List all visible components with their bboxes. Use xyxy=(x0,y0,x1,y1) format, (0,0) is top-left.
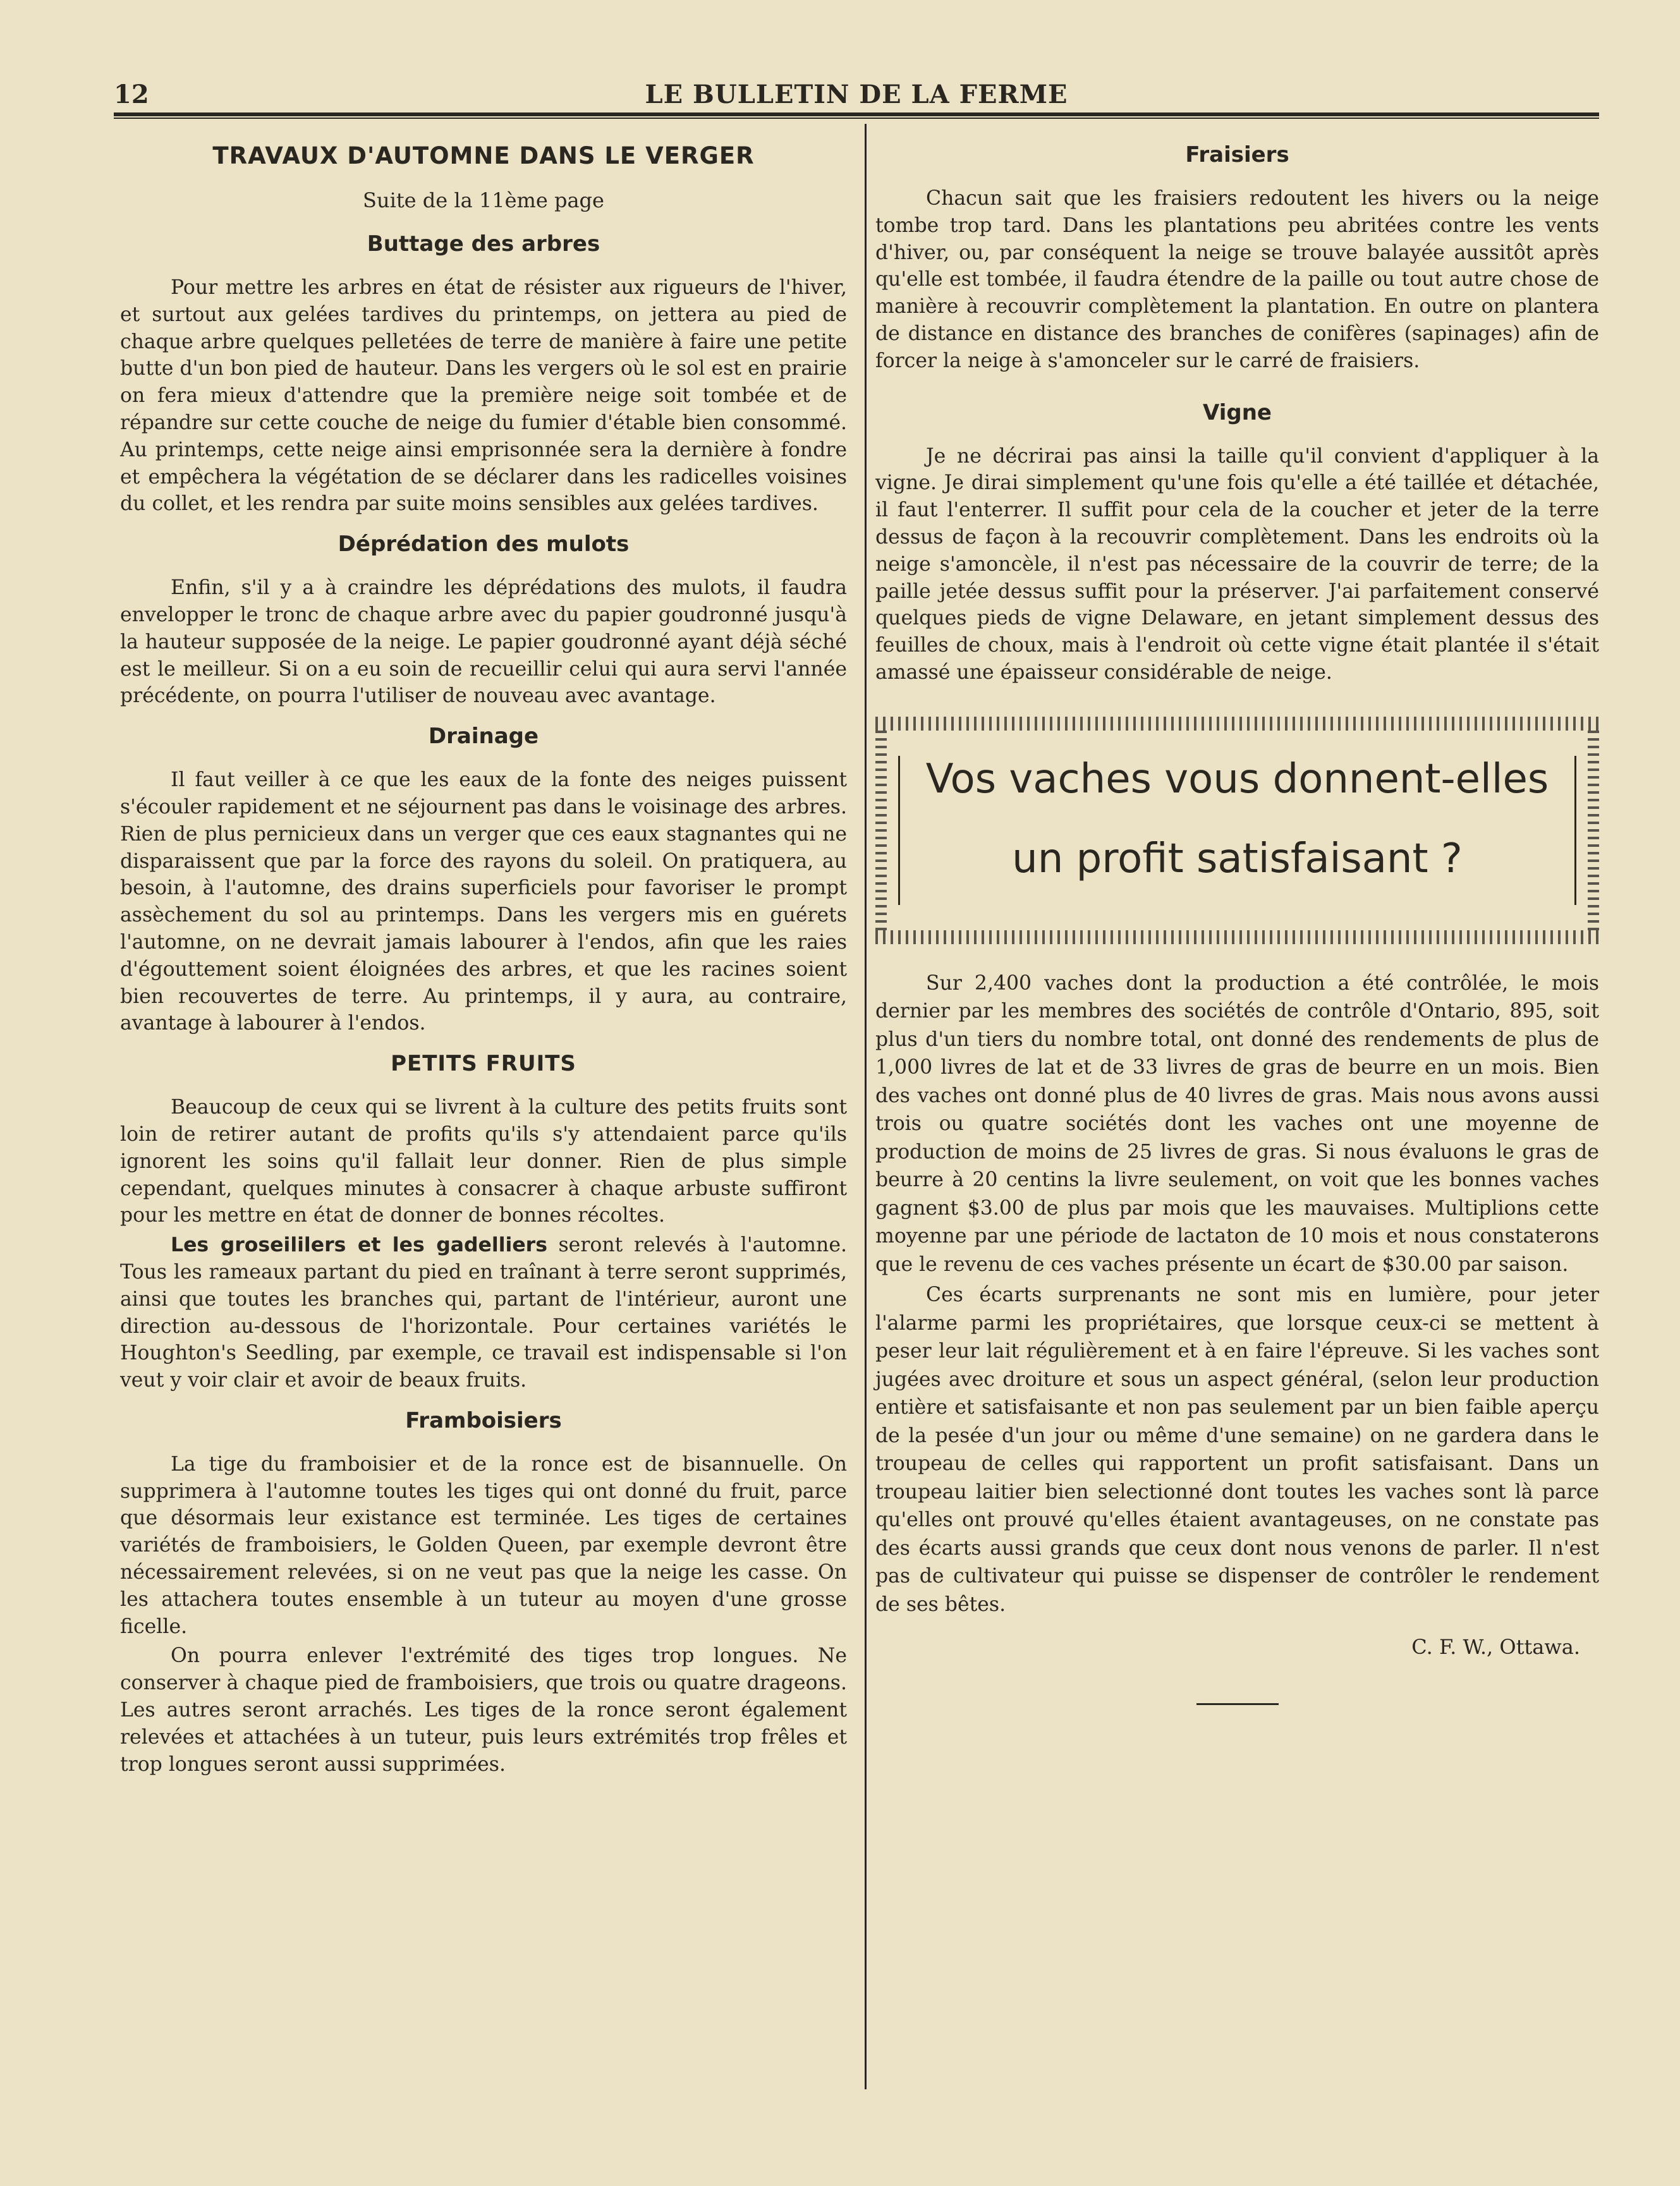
paragraph-vaches-1: Sur 2,400 vaches dont la production a été contrôlée, le mois dernier par les membres des sociétés de contrôle d'Ontario, 895, soit plus d'un tiers du nombre total, ont donné des rendements de plus de 1,000 livres de lat et de 33 livres de gras de beurre en un mois. Bien des vaches ont donné plus de 40 livres de gras. Mais nous avons aussi trois ou quatre sociétés dont les vaches ont une moyenne de production de moins de 25 livres de gras. Si nous évaluons le gras de beurre à 20 centins la livre seulement, on voit que les bonnes vaches gagnent $3.00 de plus par mois que les mauvaises. Multiplions cette moyenne par une période de lactaton de 10 mois et nous constaterons que le revenu de ces vaches présente un écart de $30.00 par saison. xyxy=(875,971,1599,1276)
page-number: 12 xyxy=(114,80,149,109)
section-heading-drainage: Drainage xyxy=(428,724,539,750)
advertisement-box xyxy=(875,717,1599,944)
article-title: TRAVAUX D'AUTOMNE DANS LE VERGER xyxy=(212,142,755,169)
paragraph-framboisiers-2: On pourra enlever l'extrémité des tiges trop longues. Ne conserver à chaque pied de framboisiers, que trois ou quatre drageons. Les autres seront arrachés. Les tiges de la ronce seront également relevées et attachées à un tuteur, puis leurs extrémités trop frêles et trop longues seront aussi supprimées. xyxy=(120,1644,847,1776)
article-subtitle: Suite de la 11ème page xyxy=(363,188,604,212)
paragraph-drainage: Il faut veiller à ce que les eaux de la fonte des neiges puissent s'écouler rapidement et ne séjournent pas dans le voisinage des arbres. Rien de plus pernicieux dans un verger que ces eaux stagnantes qui ne disparaissent que par la force des rayons du soleil. On pratiquera, au besoin, à l'automne, des drains superficiels pour favoriser le prompt assèchement du sol au printemps. Dans les vergers mis en guérets l'automne, on ne devrait jamais labourer à l'endos, afin que les raies d'égouttement soient éloignées des arbres, et que les racines soient bien recouvertes de terre. Au printemps, il y aura, au contraire, avantage à labourer à l'endos. xyxy=(120,768,847,1035)
paragraph-groseilliers-text: seront relevés à l'automne. Tous les rameaux partant du pied en traînant à terre seront supprimés, ainsi que toutes les branches qui, partant de l'intérieur, auront une direction au-dessous de l'horizontale. Pour certaines variétés le Houghton's Seedling, par exemple, ce travail est indispensable si l'on veut y voir clair et avoir de beaux fruits. xyxy=(120,1234,847,1392)
section-heading-depredation: Déprédation des mulots xyxy=(338,531,630,557)
ad-border-bottom xyxy=(875,930,1599,944)
journal-title: LE BULLETIN DE LA FERME xyxy=(645,80,1068,109)
right-column xyxy=(875,142,1599,1705)
section-heading-fraisiers: Fraisiers xyxy=(1185,142,1289,167)
ad-border-top xyxy=(875,717,1599,731)
paragraph-groseilliers xyxy=(120,1232,847,1394)
paragraph-vaches-2: Ces écarts surprenants ne sont mis en lumière, pour jeter l'alarme parmi les propriétaires, que lorsque ceux-ci se mettent à peser leur lait régulièrement et à en faire l'épreuve. Si les vaches sont jugées avec droiture et sous un aspect général, (selon leur production entière et satisfaisante et non pas seulement par un bien faible aperçu de la pesée d'un jour ou même d'une semaine) on ne gardera dans le troupeau de celles qui rapportent un profit satisfaisant. Dans un troupeau laitier bien selectionné dont toutes les vaches sont là parce qu'elles ont prouvé qu'elles étaient avantageuses, on ne constate pas des écarts aussi grands que ceux dont nous venons de parler. Il n'est pas de cultivateur qui puisse se dispenser de contrôler le rendement de ses bêtes. xyxy=(875,1284,1599,1616)
ad-headline-line1: Vos vaches vous donnent-elles xyxy=(925,755,1549,803)
article-signature: C. F. W., Ottawa. xyxy=(1411,1635,1580,1660)
end-rule xyxy=(1196,1703,1279,1705)
ad-headline-line2: un profit satisfaisant ? xyxy=(1012,835,1463,882)
paragraph-framboisiers-1: La tige du framboisier et de la ronce est de bisannuelle. On supprimera à l'automne toutes les tiges qui ont donné du fruit, parce que désormais leur existance est terminée. Les tiges de certaines variétés de framboisiers, le Golden Queen, par exemple devront être nécessairement relevées, si on ne veut pas que la neige les casse. On les attachera toutes ensemble à un tuteur au moyen d'une grosse ficelle. xyxy=(120,1452,847,1638)
left-column xyxy=(120,142,847,1778)
page-header xyxy=(114,77,1599,115)
paragraph-vigne: Je ne décrirai pas ainsi la taille qu'il convient d'appliquer à la vigne. Je dirai simplement qu'une fois qu'elle a été taillée et détachée, il faut l'enterrer. Il suffit pour cela de la coucher et jeter de la terre dessus de façon à la recouvrir complètement. Dans les endroits où la neige s'amoncèle, il n'est pas nécessaire de la couvrir de terre; de la paille jetée dessus suffit pour la préserver. J'ai parfaitement conservé quelques pieds de vigne Delaware, en jetant simplement dessus des feuilles de choux, mais à l'endroit où cette vigne était plantée il s'était amassé une épaisseur considérable de neige. xyxy=(875,444,1599,684)
column-divider xyxy=(865,124,867,2089)
paragraph-lead-groseilliers: Les groseililers et les gadelliers xyxy=(171,1234,547,1257)
paragraph-fraisiers: Chacun sait que les fraisiers redoutent les hivers ou la neige tombe trop tard. Dans les plantations peu abritées contre les vents d'hiver, ou, par conséquent la neige se trouve balayée aussitôt après qu'elle est tombée, il faudra étendre de la paille ou tout autre chose de manière à recouvrir complètement la plantation. En outre on plantera de distance en distance des branches de conifères (sapinages) afin de forcer la neige à s'amonceler sur le carré de fraisiers. xyxy=(875,187,1599,372)
section-heading-vigne: Vigne xyxy=(1203,399,1272,425)
paragraph-depredation: Enfin, s'il y a à craindre les déprédations des mulots, il faudra envelopper le tronc de chaque arbre avec du papier goudronné jusqu'à la hauteur supposée de la neige. Le papier goudronné ayant déjà séché est le meilleur. Si on a eu soin de recueillir celui qui aura servi l'année précédente, on pourra l'utiliser de nouveau avec avantage. xyxy=(120,576,847,708)
paragraph-buttage: Pour mettre les arbres en état de résister aux rigueurs de l'hiver, et surtout aux gelées tardives du printemps, on jettera au pied de chaque arbre quelques pelletées de terre de manière à faire une petite butte d'un bon pied de hauteur. Dans les vergers où le sol est en prairie on fera mieux d'attendre que la première neige soit tombée et de répandre sur cette couche de neige du fumier d'étable bien consommé. Au printemps, cette neige ainsi emprisonnée sera la dernière à fondre et empêchera la végétation de se déclarer dans les radicelles voisines du collet, et les rendra par suite moins sensibles aux gelées tardives. xyxy=(120,276,847,516)
header-rule xyxy=(114,112,1599,119)
section-heading-buttage: Buttage des arbres xyxy=(367,231,600,257)
paragraph-petits-fruits: Beaucoup de ceux qui se livrent à la culture des petits fruits sont loin de retirer autant de profits qu'ils s'y attendaient parce qu'ils ignorent les soins qu'il fallait leur donner. Rien de plus simple cependant, quelques minutes à consacrer à chaque arbuste suffiront pour les mettre en état de donner de bonnes récoltes. xyxy=(120,1096,847,1227)
section-heading-petits-fruits: PETITS FRUITS xyxy=(391,1051,576,1077)
section-heading-framboisiers: Framboisiers xyxy=(405,1407,562,1433)
